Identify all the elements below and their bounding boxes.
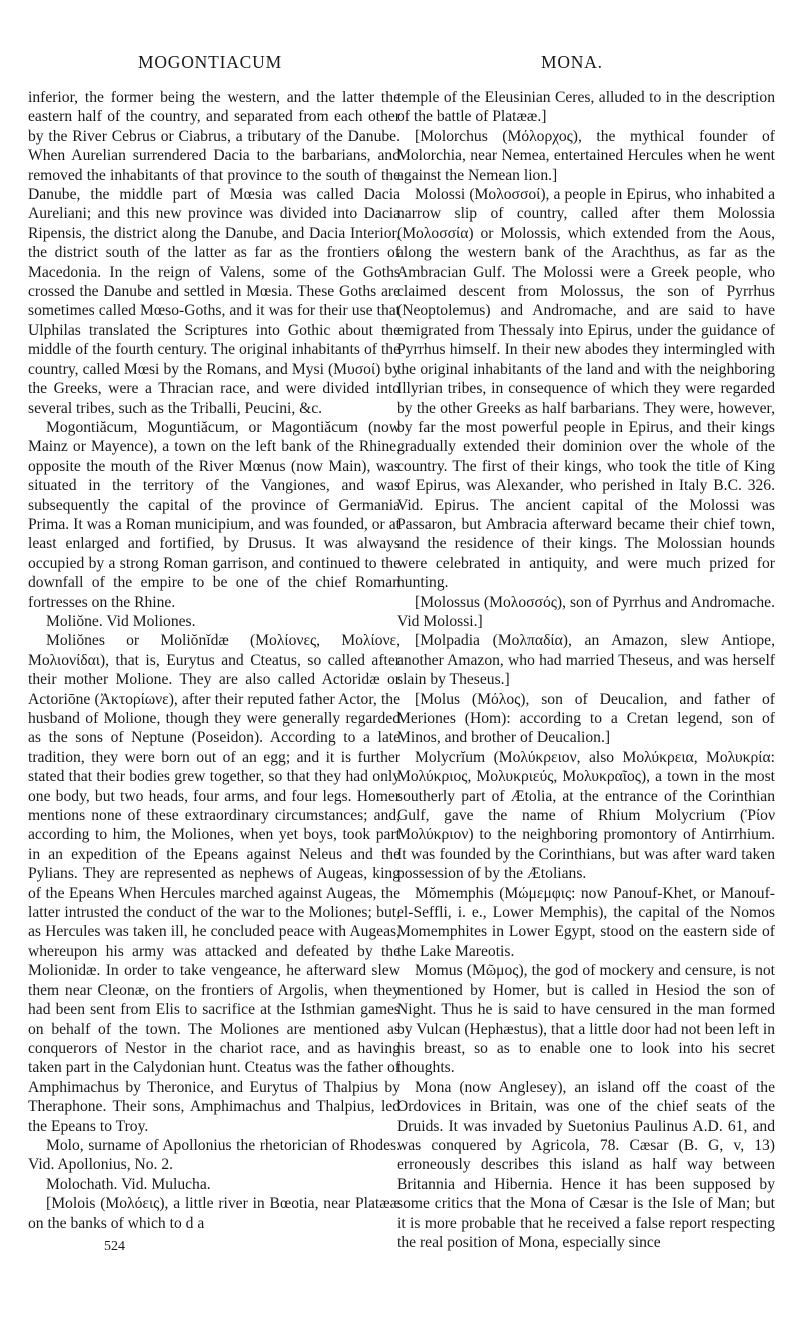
paragraph: [Molpadia (Μολπαδία), an Amazon, slew Antiope, another Amazon, who had married Theseus, and was herself slain by Theseus.] [397,632,775,689]
header-left-title: MOGONTIACUM [138,52,282,72]
paragraph: Molochath. Vid. Mulucha. [46,1175,211,1193]
header-right-title: MONA. [541,52,603,72]
paragraph: Moliŏne. Vid Moliones. [46,612,196,630]
paragraph: Mona (now Anglesey), an island off the coast of the Ordovices in Britain, was one of the chief seats of the Druids. It was invaded by Suetonius Paulinus A.D. 61, and was conquered by Agricola, 78. Cæsar (B. G, v, 13) erroneously describes this island as half way between Britannia and Hibernia. Hence it has been supposed by some critics that the Mona of Cæsar is the Isle of Man; but it is more probable that he received a false report respecting the real position of Mona, especially since [397,1078,775,1251]
paragraph: [Molois (Μολόεις), a little river in Bœotia, near Platææ on the banks of which to d a [28,1195,400,1232]
paragraph: Moliŏnes or Moliŏnĭdæ (Μολίονες, Μολίονε, Μολιονίδαι), that is, Eurytus and Cteatus, so called after their mother Molione. They are also called Actoridæ or Actoriōne (Ἀκτορίωνε), after their reputed father Actor, the husband of Molione, though they were generally regarded as the sons of Neptune (Poseidon). According to a late tradition, they were born out of an egg; and it is further stated that their bodies grew together, so that they had only one body, but two heads, four arms, and four legs. Homer mentions none of these extraordinary circumstances; and, according to him, the Moliones, when yet boys, took part in an expedition of the Epeans against Neleus and the Pylians. They are represented as nephews of Augeas, king of the Epeans When Hercules marched against Augeas, the latter intrusted the conduct of the war to the Moliones; but, as Hercules was taken ill, he concluded peace with Augeas, whereupon his army was attacked and defeated by the Molionidæ. In order to take vengeance, he afterward slew them near Cleonæ, on the frontiers of Argolis, when they had been sent from Elis to sacrifice at the Isthmian games on behalf of the town. The Moliones are mentioned as conquerors of Nestor in the chariot race, and as having taken part in the Calydonian hunt. Cteatus was the father of Amphimachus by Theronice, and Eurytus of Thalpius by Theraphone. Their sons, Amphimachus and Thalpius, led the Epeans to Troy. [28,632,400,1135]
paragraph: [Molossus (Μολοσσός), son of Pyrrhus and Andromache. Vid Molossi.] [397,593,775,630]
page-number: 524 [104,1239,125,1254]
paragraph: [Molus (Μόλος), son of Deucalion, and father of Meriones (Hom): according to a Cretan legend, son of Minos, and brother of Deucalion.] [397,690,775,747]
paragraph: Mŏmemphis (Μώμεμφις: now Panouf-Khet, or Manouf-el-Seffli, i. e., Lower Memphis), the capital of the Nomos Momemphites in Lower Egypt, stood on the eastern side of the Lake Mareotis. [397,884,775,960]
paragraph: Mogontiăcum, Moguntiăcum, or Magontiăcum (now Mainz or Mayence), a town on the left bank of the Rhine, opposite the mouth of the River Mœnus (now Main), was situated in the territory of the Vangiones, and was subsequently the capital of the province of Germania Prima. It was a Roman municipium, and was founded, or at least enlarged and fortified, by Drusus. It was always occupied by a strong Roman garrison, and continued to the downfall of the empire to be one of the chief Roman fortresses on the Rhine. [28,418,400,611]
paragraph: Molycrĭum (Μολύκρειον, also Μολύκρεια, Μολυκρία: Μολύκριος, Μολυκριεύς, Μολυκραῖος), a town in the most southerly part of Ætolia, at the entrance of the Corinthian Gulf, gave the name of Rhium Molycrium (Ῥίον Μολύκριον) to the neighboring promontory of Antirrhium. It was founded by the Corinthians, but was after ward taken possession of by the Ætolians. [397,748,775,883]
paragraph: [Molorchus (Μόλορχος), the mythical founder of Molorchia, near Nemea, entertained Hercules when he went against the Nemean lion.] [397,127,775,184]
paragraph: Molo, surname of Apollonius the rhetorician of Rhodes. Vid. Apollonius, No. 2. [28,1136,400,1174]
paragraph: inferior, the former being the western, and the latter the eastern half of the country, and separated from each other by the River Cebrus or Ciabrus, a tributary of the Danube. When Aurelian surrendered Dacia to the barbarians, and removed the inhabitants of that province to the south of the Danube, the middle part of Mœsia was called Dacia Aureliani; and this new province was divided into Dacia Ripensis, the district along the Danube, and Dacia Interior, the district south of the latter as far as the frontiers of Macedonia. In the reign of Valens, some of the Goths crossed the Danube and settled in Mœsia. These Goths are sometimes called Mœso-Goths, and it was for their use that Ulphilas translated the Scriptures into Gothic about the middle of the fourth century. The original inhabitants of the country, called Mœsi by the Romans, and Mysi (Μυσοί) by the Greeks, were a Thracian race, and were divided into several tribes, such as the Triballi, Peucini, &c. [28,89,400,417]
running-header [0,52,800,80]
paragraph: Momus (Μῶμος), the god of mockery and censure, is not mentioned by Homer, but is called in Hesiod the son of Night. Thus he is said to have censured in the man formed by Vulcan (Hephæstus), that a little door had not been left in his breast, so as to enable one to look into his secret thoughts. [397,962,775,1077]
left-column [28,88,400,1233]
right-column [397,88,775,1252]
paragraph: temple of the Eleusinian Ceres, alluded to in the description of the battle of Platææ.] [397,89,775,126]
paragraph: Molossi (Μολοσσοί), a people in Epirus, who inhabited a narrow slip of country, called after them Molossia (Μολοσσία) or Molossis, which extended from the Aous, along the western bank of the Arachthus, as far as the Ambracian Gulf. The Molossi were a Greek people, who claimed descent from Molossus, the son of Pyrrhus (Neoptolemus) and Andromache, and are said to have emigrated from Thessaly into Epirus, under the guidance of Pyrrhus himself. In their new abodes they intermingled with the original inhabitants of the land and with the neighboring Illyrian tribes, in consequence of which they were regarded by the other Greeks as half barbarians. They were, however, by far the most powerful people in Epirus, and their kings gradually extended their dominion over the whole of the country. The first of their kings, who took the title of King of Epirus, was Alexander, who perished in Italy B.C. 326. Vid. Epirus. The ancient capital of the Molossi was Passaron, but Ambracia afterward became their chief town, and the residence of their kings. The Molossian hounds were celebrated in antiquity, and were much prized for hunting. [397,186,775,592]
